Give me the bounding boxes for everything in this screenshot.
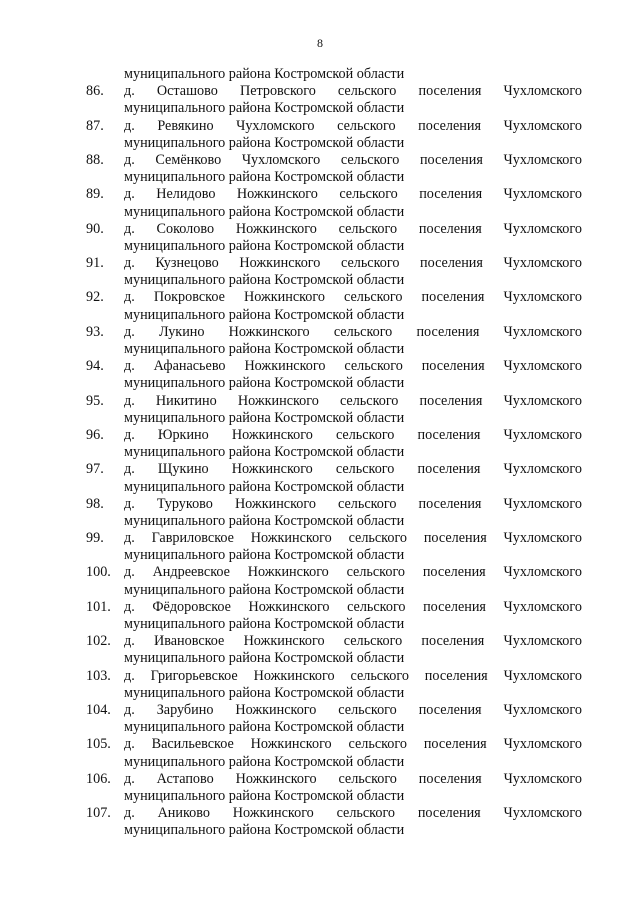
item-word: поселения: [423, 736, 487, 753]
item-number: 103.: [86, 667, 111, 684]
item-word: Васильевское: [151, 736, 234, 753]
item-word: Чухломского: [503, 358, 582, 375]
item-text: [124, 530, 582, 547]
item-text: [124, 427, 582, 444]
item-word: Ножкинского: [236, 186, 318, 203]
item-word: Ножкинского: [231, 426, 313, 443]
item-word: Чухломского: [236, 117, 315, 134]
item-word: Ножкинского: [228, 323, 310, 340]
item-word: Чухломского: [503, 667, 582, 684]
item-text: [124, 564, 582, 581]
item-number: 98.: [86, 495, 104, 512]
item-word: Ножкинского: [250, 530, 332, 547]
item-number: 91.: [86, 255, 104, 272]
item-number: 94.: [86, 358, 104, 375]
item-text: [124, 461, 582, 478]
item-text: [124, 118, 582, 135]
item-continuation: муниципального района Костромской области: [124, 100, 405, 117]
item-word: сельского: [344, 289, 403, 306]
item-word: Ревякино: [157, 117, 214, 134]
item-word: сельского: [340, 151, 400, 168]
item-word: Туруково: [156, 495, 213, 512]
item-word: поселения: [421, 633, 485, 650]
list-item: [86, 496, 582, 513]
item-word: Ножкинского: [248, 598, 330, 615]
item-text: [124, 289, 582, 306]
item-word: поселения: [421, 289, 485, 306]
settlement-list: [86, 66, 582, 839]
item-word: поселения: [419, 151, 483, 168]
item-word: поселения: [419, 186, 483, 203]
item-word: сельского: [338, 770, 397, 787]
item-word: Фёдоровское: [152, 598, 231, 615]
item-continuation: муниципального района Костромской области: [124, 684, 405, 701]
item-text: [124, 358, 582, 375]
item-word: сельского: [343, 633, 403, 650]
list-item: [86, 771, 582, 788]
item-word: Соколово: [156, 220, 215, 237]
item-word: поселения: [418, 495, 482, 512]
item-word: Чухломского: [503, 461, 582, 478]
list-item: [86, 530, 582, 547]
item-word: сельского: [338, 220, 398, 237]
item-word: Чухломского: [503, 633, 582, 650]
item-word: Чухломского: [503, 770, 582, 787]
item-word: Ножкинского: [243, 289, 325, 306]
item-continuation: муниципального района Костромской области: [124, 753, 405, 770]
item-word: сельского: [336, 805, 396, 822]
item-continuation: муниципального района Костромской области: [124, 512, 405, 529]
item-continuation: муниципального района Костромской области: [124, 787, 405, 804]
item-word: Чухломского: [503, 392, 582, 409]
item-number: 90.: [86, 220, 104, 237]
item-word: Чухломского: [503, 426, 582, 443]
item-continuation: муниципального района Костромской области: [124, 822, 405, 839]
item-continuation: муниципального района Костромской области: [124, 203, 405, 220]
item-text: [124, 496, 582, 513]
list-item: [86, 702, 582, 719]
item-number: 102.: [86, 633, 111, 650]
item-word: Ножкинского: [253, 667, 335, 684]
item-word: Чухломского: [503, 495, 582, 512]
item-word: Щукино: [157, 461, 209, 478]
item-word: сельского: [340, 255, 400, 272]
item-continuation: муниципального района Костромской области: [124, 341, 405, 357]
item-word: д.: [124, 461, 135, 478]
item-word: Зарубино: [156, 701, 214, 718]
item-continuation: муниципального района Костромской области: [124, 616, 405, 632]
item-word: Лукино: [158, 323, 205, 340]
item-number: 89.: [86, 186, 104, 203]
item-number: 99.: [86, 530, 104, 547]
item-word: поселения: [417, 805, 481, 822]
item-word: поселения: [418, 701, 482, 718]
item-word: Чухломского: [503, 220, 582, 237]
item-text: [124, 186, 582, 203]
item-word: поселения: [416, 323, 480, 340]
item-word: Нелидово: [156, 186, 216, 203]
item-word: поселения: [417, 461, 481, 478]
item-word: д.: [124, 392, 135, 409]
list-item: [86, 358, 582, 375]
item-number: 101.: [86, 598, 111, 615]
item-text: [124, 152, 582, 169]
item-word: сельского: [347, 598, 406, 615]
list-item: [86, 324, 582, 341]
item-word: поселения: [417, 426, 481, 443]
item-word: Ножкинского: [250, 736, 332, 753]
item-word: д.: [124, 186, 135, 203]
item-word: д.: [124, 495, 135, 512]
item-word: д.: [124, 117, 135, 134]
item-continuation: муниципального района Костромской области: [124, 169, 405, 186]
item-number: 105.: [86, 736, 111, 753]
item-word: Никитино: [155, 392, 217, 409]
item-word: Андреевское: [152, 564, 230, 581]
item-word: д.: [124, 255, 135, 272]
item-word: Григорьевское: [150, 667, 238, 684]
item-word: Ножкинского: [234, 495, 316, 512]
list-item: [86, 255, 582, 272]
item-continuation: муниципального района Костромской области: [124, 306, 405, 323]
item-word: сельского: [338, 701, 397, 718]
item-word: Чухломского: [503, 83, 582, 100]
item-word: Покровское: [153, 289, 225, 306]
item-text: [124, 668, 582, 685]
item-number: 100.: [86, 564, 111, 581]
item-word: сельского: [337, 117, 396, 134]
list-item: [86, 393, 582, 410]
item-word: поселения: [419, 392, 483, 409]
item-word: д.: [124, 530, 135, 547]
list-item: [86, 633, 582, 650]
item-word: Чухломского: [503, 151, 582, 168]
item-word: поселения: [418, 770, 482, 787]
item-number: 106.: [86, 770, 111, 787]
item-word: Семёнково: [155, 151, 222, 168]
item-text: [124, 599, 582, 616]
list-item: [86, 805, 582, 822]
item-word: д.: [124, 736, 135, 753]
item-number: 104.: [86, 701, 111, 718]
item-word: Ножкинского: [235, 220, 317, 237]
item-word: сельского: [338, 495, 397, 512]
item-number: 88.: [86, 151, 104, 168]
item-word: д.: [124, 667, 135, 684]
item-word: сельского: [350, 667, 409, 684]
item-word: Ножкинского: [235, 701, 317, 718]
item-word: Чухломского: [503, 701, 582, 718]
item-continuation: муниципального района Костромской области: [124, 375, 405, 392]
item-word: Чухломского: [503, 736, 582, 753]
list-item: [86, 427, 582, 444]
item-continuation: муниципального района Костромской области: [124, 444, 405, 461]
item-text: [124, 736, 582, 753]
item-word: д.: [124, 323, 135, 340]
item-word: сельского: [335, 461, 395, 478]
item-word: Ножкинского: [232, 805, 314, 822]
item-word: поселения: [418, 83, 482, 100]
item-word: Аниково: [157, 805, 210, 822]
item-word: сельского: [333, 323, 393, 340]
item-word: Чухломского: [503, 255, 582, 272]
item-word: Петровского: [239, 83, 316, 100]
item-text: [124, 771, 582, 788]
item-continuation: муниципального района Костромской области: [124, 272, 405, 289]
item-word: Чухломского: [503, 186, 582, 203]
item-word: поселения: [424, 667, 488, 684]
item-word: д.: [124, 289, 135, 306]
item-word: Астапово: [156, 770, 214, 787]
item-word: Чухломского: [503, 598, 582, 615]
item-number: 92.: [86, 289, 104, 306]
list-item: [86, 221, 582, 238]
item-word: д.: [124, 633, 135, 650]
page-number: 8: [317, 36, 323, 50]
list-item: [86, 461, 582, 478]
item-word: д.: [124, 805, 135, 822]
item-number: 95.: [86, 392, 104, 409]
item-word: поселения: [423, 530, 487, 547]
item-word: Ивановское: [153, 633, 225, 650]
item-word: сельского: [335, 426, 395, 443]
item-continuation: муниципального района Костромской области: [124, 719, 405, 736]
item-word: сельского: [339, 186, 398, 203]
item-word: поселения: [423, 598, 486, 615]
item-word: поселения: [421, 358, 485, 375]
item-word: поселения: [420, 255, 483, 272]
item-word: д.: [124, 770, 135, 787]
item-word: Чухломского: [503, 564, 582, 581]
item-word: сельского: [348, 736, 407, 753]
item-word: Юркино: [157, 426, 209, 443]
item-word: Чухломского: [503, 805, 582, 822]
item-number: 107.: [86, 805, 111, 822]
item-word: Осташово: [156, 83, 218, 100]
item-text: [124, 805, 582, 822]
item-word: д.: [124, 426, 135, 443]
item-continuation: муниципального района Костромской области: [124, 237, 405, 254]
item-text: [124, 221, 582, 238]
item-word: Чухломского: [503, 117, 582, 134]
item-continuation: муниципального района Костромской области: [124, 547, 405, 564]
item-word: Чухломского: [241, 151, 321, 168]
item-number: 93.: [86, 323, 104, 340]
item-continuation: муниципального района Костромской области: [124, 134, 405, 151]
item-text: [124, 83, 582, 100]
item-word: Ножкинского: [237, 392, 319, 409]
item-text: [124, 633, 582, 650]
item-word: Ножкинского: [243, 633, 325, 650]
item-word: поселения: [418, 117, 482, 134]
item-word: поселения: [422, 564, 486, 581]
item-word: сельского: [337, 83, 397, 100]
list-item: [86, 118, 582, 135]
item-word: Гавриловское: [151, 530, 234, 547]
item-word: сельского: [346, 564, 406, 581]
item-word: д.: [124, 83, 135, 100]
item-word: Кузнецово: [155, 255, 219, 272]
item-word: сельского: [339, 392, 399, 409]
list-item: [86, 599, 582, 616]
item-text: [124, 702, 582, 719]
item-word: Афанасьево: [153, 358, 226, 375]
item-word: д.: [124, 358, 135, 375]
item-word: д.: [124, 151, 135, 168]
list-item: [86, 152, 582, 169]
carry-over-line: муниципального района Костромской области: [124, 66, 405, 82]
item-word: сельского: [348, 530, 408, 547]
item-number: 97.: [86, 461, 104, 478]
item-word: Ножкинского: [231, 461, 313, 478]
item-continuation: муниципального района Костромской области: [124, 478, 405, 495]
list-item: [86, 736, 582, 753]
list-item: [86, 186, 582, 203]
item-continuation: муниципального района Костромской области: [124, 650, 405, 667]
item-word: д.: [124, 564, 135, 581]
item-word: Чухломского: [503, 530, 582, 547]
item-continuation: муниципального района Костромской области: [124, 581, 405, 598]
item-number: 96.: [86, 426, 104, 443]
item-word: д.: [124, 220, 135, 237]
list-item: [86, 289, 582, 306]
item-word: поселения: [418, 220, 482, 237]
item-word: сельского: [344, 358, 403, 375]
item-text: [124, 324, 582, 341]
item-word: Чухломского: [503, 289, 582, 306]
item-word: Ножкинского: [247, 564, 329, 581]
item-word: д.: [124, 701, 135, 718]
item-text: [124, 393, 582, 410]
item-word: д.: [124, 598, 135, 615]
item-word: Ножкинского: [244, 358, 326, 375]
list-item: [86, 83, 582, 100]
list-item: [86, 668, 582, 685]
item-word: Чухломского: [503, 323, 582, 340]
item-number: 86.: [86, 83, 104, 100]
item-word: Ножкинского: [235, 770, 317, 787]
item-word: Ножкинского: [239, 255, 321, 272]
item-text: [124, 255, 582, 272]
item-number: 87.: [86, 117, 104, 134]
item-continuation: муниципального района Костромской области: [124, 409, 405, 426]
list-item: [86, 564, 582, 581]
